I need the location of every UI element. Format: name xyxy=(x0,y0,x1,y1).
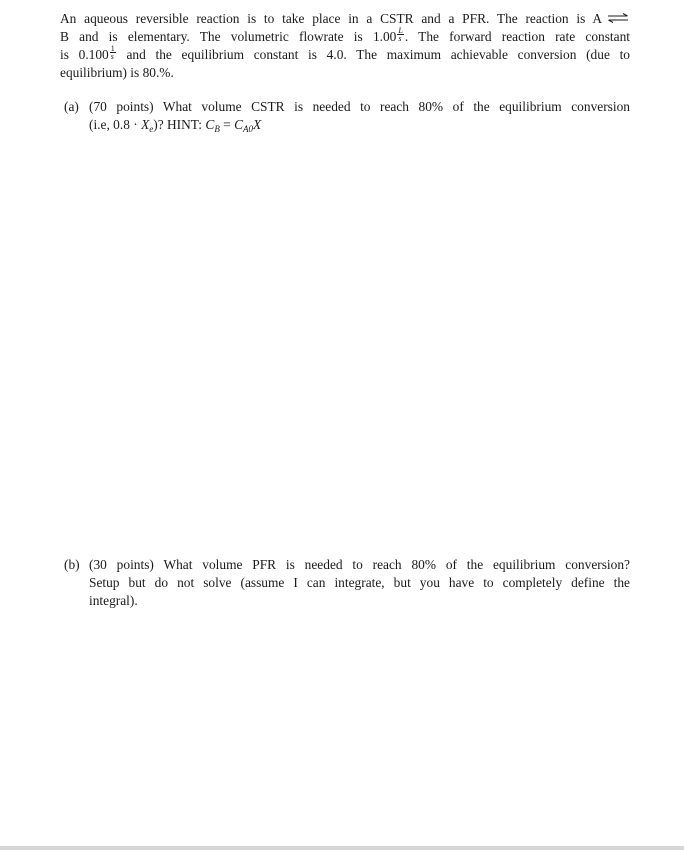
rate-constant-unit-numerator: 1 xyxy=(110,44,115,54)
x-symbol: X xyxy=(253,117,262,132)
question-b-line-3: integral). xyxy=(89,593,138,608)
intro-line-2a: B and is elementary. The volumetric flowrate is 1.00 xyxy=(60,29,397,44)
equals-sign: = xyxy=(219,117,235,132)
flowrate-unit-numerator: L xyxy=(398,26,403,36)
intro-line-1-text: An aqueous reversible reaction is to take place in a CSTR and a PFR. The reaction is A xyxy=(60,11,602,26)
flowrate-unit-fraction xyxy=(397,27,403,42)
xe-subscript: e xyxy=(149,124,154,134)
cb-symbol: C xyxy=(205,117,215,132)
rate-constant-unit-denominator: s xyxy=(110,52,114,62)
ca0-subscript: A0 xyxy=(243,124,254,134)
question-b-line-2: Setup but do not solve (assume I can integrate, but you have to completely define the xyxy=(89,575,630,590)
equilibrium-arrows-icon xyxy=(606,12,630,24)
intro-line-4: equilibrium) is 80.%. xyxy=(60,65,174,80)
intro-line-2 xyxy=(60,28,630,46)
intro-line-1 xyxy=(60,10,630,28)
question-b xyxy=(64,556,630,610)
question-a-body xyxy=(89,98,630,138)
cb-subscript: B xyxy=(214,124,220,134)
flowrate-unit-denominator: s xyxy=(398,34,402,44)
problem-statement xyxy=(60,10,630,82)
bottom-page-edge xyxy=(0,846,684,850)
intro-line-2b: . The forward reaction rate constant xyxy=(404,29,631,44)
question-a-line-1: (70 points) What volume CSTR is needed to reach 80% of the equilibrium conversion xyxy=(89,99,630,114)
question-b-body xyxy=(89,556,630,610)
intro-line-3 xyxy=(60,46,630,64)
intro-line-3a: is 0.100 xyxy=(60,47,109,62)
question-a-line-2-mid: )? HINT: xyxy=(153,117,206,132)
question-a-line-2 xyxy=(89,116,630,138)
rate-constant-unit-fraction xyxy=(110,45,116,60)
xe-symbol: X xyxy=(141,117,150,132)
question-b-line-1: (30 points) What volume PFR is needed to reach 80% of the equilibrium conversion? xyxy=(89,557,630,572)
question-a xyxy=(64,98,630,138)
question-a-line-2-pre: (i.e, 0.8 · xyxy=(89,117,142,132)
question-b-label: (b) xyxy=(64,557,80,572)
ca0-symbol: C xyxy=(234,117,244,132)
intro-line-3b: and the equilibrium constant is 4.0. The maximum achievable conversion (due to xyxy=(116,47,630,62)
question-a-label: (a) xyxy=(64,99,79,114)
